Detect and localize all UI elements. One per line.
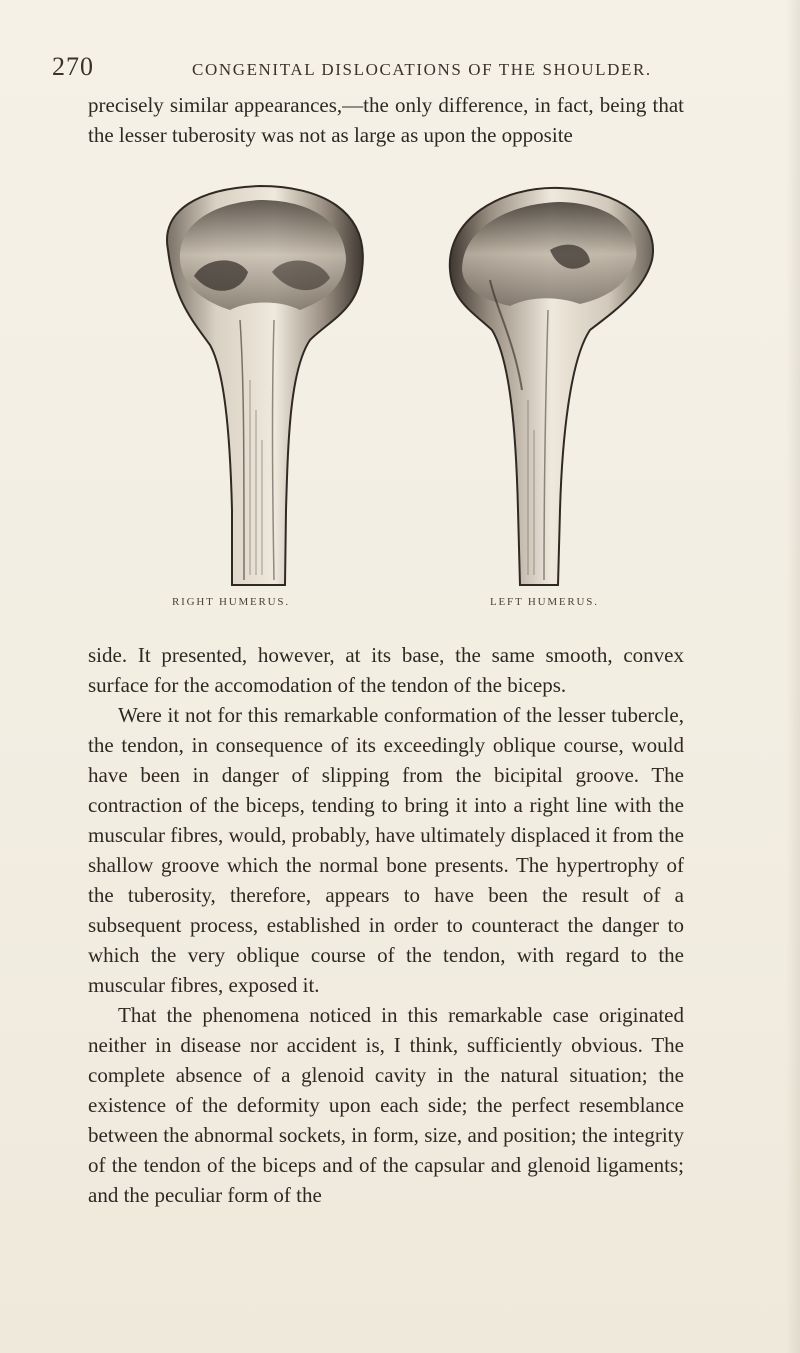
- paragraph: That the phenomena noticed in this remarkable case originated neither in disease nor accident is, I think, sufficiently obvious. The complete absence of a glenoid cavity in the natural situation; the existence of the deformity upon each side; the perfect resemblance between the abnormal sockets, in form, size, and position; the integrity of the tendon of the biceps and of the capsular and glenoid ligaments; and the peculiar form of the: [88, 1003, 684, 1207]
- text-block-bottom: [88, 640, 684, 1210]
- running-head: [52, 52, 752, 92]
- right-humerus-illustration: [140, 180, 380, 590]
- humerus-figure: [130, 180, 690, 620]
- page-edge-shadow: [786, 0, 800, 1353]
- left-humerus-illustration: [430, 180, 670, 590]
- paragraph: precisely similar appearances,—the only difference, in fact, being that the lesser tuberosity was not as large as upon the opposite: [88, 93, 684, 147]
- running-head-title: CONGENITAL DISLOCATIONS OF THE SHOULDER.: [192, 60, 652, 79]
- caption-right-humerus: RIGHT HUMERUS.: [172, 596, 290, 608]
- caption-left-humerus: LEFT HUMERUS.: [490, 596, 599, 608]
- text-block-top: [88, 90, 684, 150]
- paragraph: side. It presented, however, at its base, the same smooth, convex surface for the accomodation of the tendon of the biceps.: [88, 643, 684, 697]
- page-number: 270: [52, 52, 94, 81]
- paragraph: Were it not for this remarkable conformation of the lesser tubercle, the tendon, in consequence of its exceedingly oblique course, would have been in danger of slipping from the bicipital groove. The contraction of the biceps, tending to bring it into a right line with the muscular fibres, would, probably, have ultimately displaced it from the shallow groove which the normal bone presents. The hypertrophy of the tuberosity, therefore, appears to have been the result of a subsequent process, established in order to counteract the danger to which the very oblique course of the tendon, with regard to the muscular fibres, exposed it.: [88, 703, 684, 997]
